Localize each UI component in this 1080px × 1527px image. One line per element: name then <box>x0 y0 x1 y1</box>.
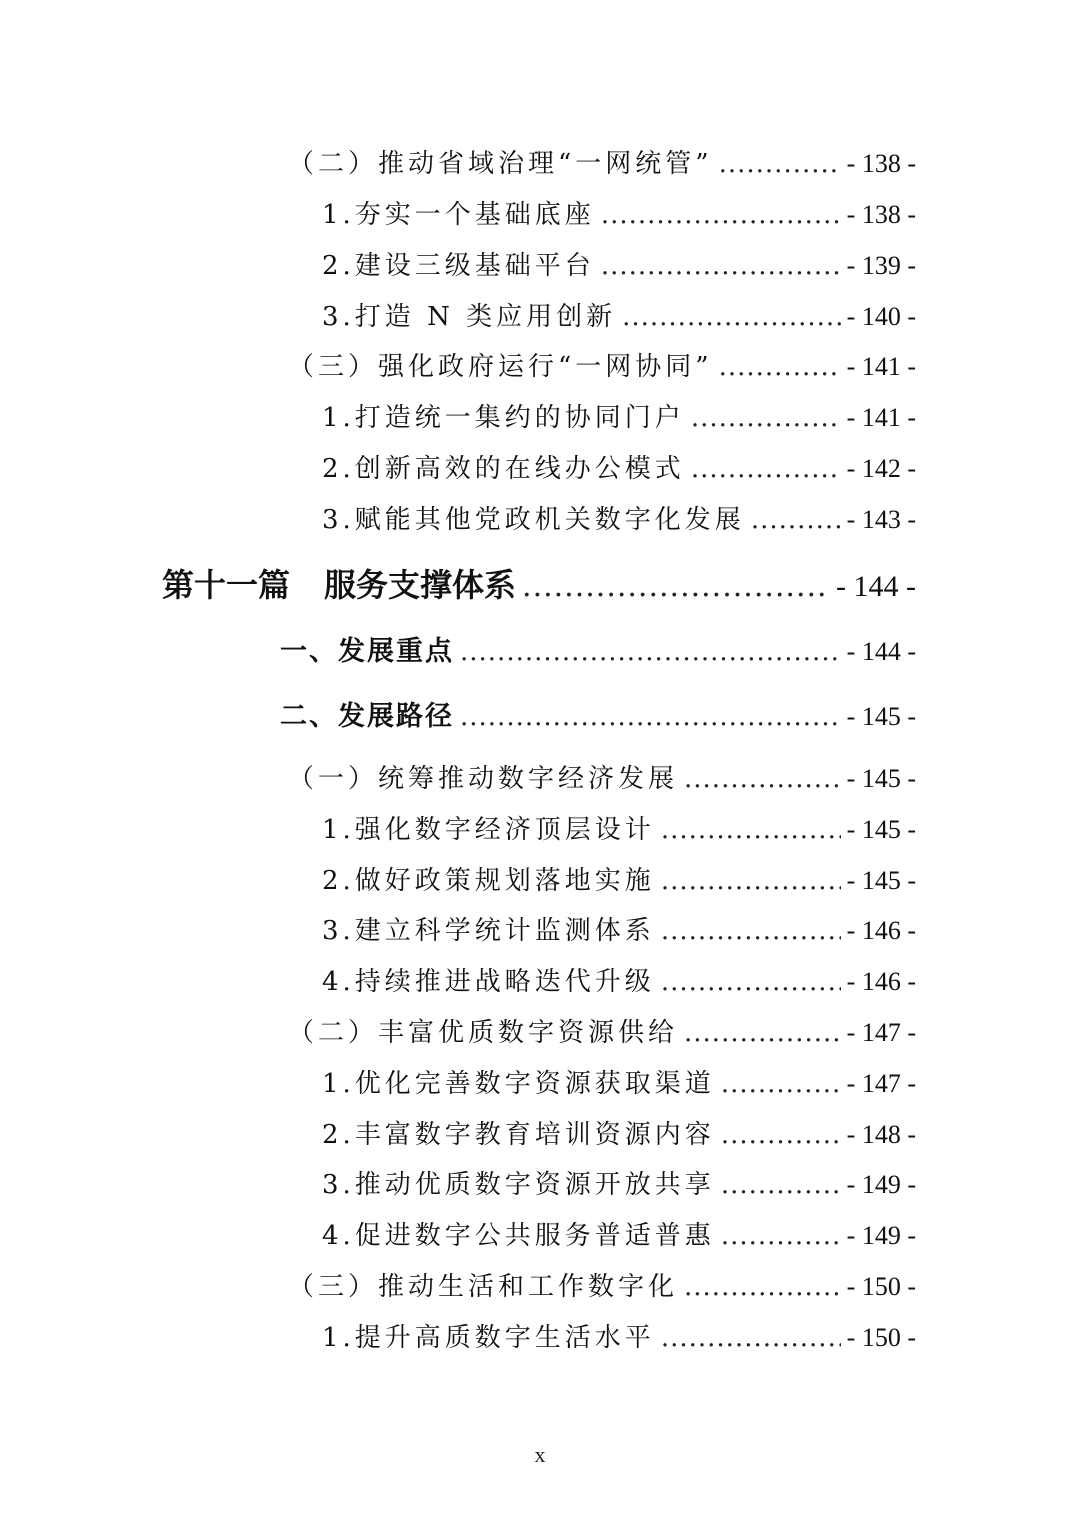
dot-leader <box>661 1323 841 1353</box>
toc-part-title <box>162 560 516 606</box>
toc-entry-page: - 138 - <box>846 200 916 229</box>
toc-entry[interactable] <box>322 397 916 434</box>
toc-entry-title: 3.建立科学统计监测体系 <box>322 916 655 946</box>
toc-entry-page: - 145 - <box>846 815 916 844</box>
toc-entry[interactable] <box>322 809 916 846</box>
dot-leader <box>601 200 841 230</box>
dot-leader <box>661 866 841 896</box>
toc-entry-title: 1.优化完善数字资源获取渠道 <box>322 1069 715 1099</box>
toc-entry-page: - 142 - <box>846 454 916 483</box>
dot-leader <box>721 1120 841 1150</box>
toc-entry-title: 4.持续推进战略迭代升级 <box>322 967 655 997</box>
dot-leader <box>719 149 841 179</box>
toc-entry[interactable] <box>280 629 916 668</box>
toc-entry-page: - 141 - <box>846 403 916 432</box>
toc-entry-title: （二）丰富优质数字资源供给 <box>288 1018 679 1048</box>
toc-entry[interactable] <box>322 499 916 536</box>
toc-entry-page: - 149 - <box>846 1170 916 1199</box>
toc-entry[interactable] <box>280 694 916 733</box>
toc-entry-page: - 146 - <box>846 916 916 945</box>
toc-entry-title: （二）推动省域治理“一网统管” <box>288 149 713 179</box>
toc-entry-page: - 144 - <box>836 570 916 603</box>
dot-leader <box>661 967 841 997</box>
toc-entry-title: 二、发展路径 <box>280 701 454 732</box>
toc-entry-title: 2.建设三级基础平台 <box>322 251 595 281</box>
toc-entry[interactable] <box>322 245 916 282</box>
toc-entry-title: 3.赋能其他党政机关数字化发展 <box>322 505 745 535</box>
toc-entry-title: 1.提升高质数字生活水平 <box>322 1323 655 1353</box>
part-label: 第十一篇 <box>162 566 291 604</box>
toc-entry[interactable] <box>322 296 916 333</box>
toc-entry-page: - 147 - <box>846 1069 916 1098</box>
toc-entry[interactable] <box>322 860 916 897</box>
toc-entry-title: （三）推动生活和工作数字化 <box>288 1272 679 1302</box>
dot-leader <box>460 637 841 667</box>
dot-leader <box>622 302 841 332</box>
toc-entry[interactable] <box>288 143 916 180</box>
toc-entry-title: 2.丰富数字教育培训资源内容 <box>322 1120 715 1150</box>
toc-entry-page: - 143 - <box>846 505 916 534</box>
toc-entry[interactable] <box>322 448 916 485</box>
toc-entry[interactable] <box>322 1164 916 1201</box>
toc-entry-page: - 150 - <box>846 1323 916 1352</box>
toc-entry[interactable] <box>288 1266 916 1303</box>
toc-part-entry[interactable] <box>162 560 916 606</box>
part-name: 服务支撑体系 <box>324 566 517 604</box>
toc-entry-page: - 139 - <box>846 251 916 280</box>
dot-leader <box>661 916 841 946</box>
toc-entry[interactable] <box>288 1012 916 1049</box>
dot-leader <box>661 815 841 845</box>
toc-entry-title: （三）强化政府运行“一网协同” <box>288 352 713 382</box>
dot-leader <box>721 1069 841 1099</box>
toc-entry-page: - 148 - <box>846 1120 916 1149</box>
toc-entry-page: - 141 - <box>846 352 916 381</box>
toc-entry[interactable] <box>322 1317 916 1354</box>
dot-leader <box>721 1170 841 1200</box>
toc-entry-title: 4.促进数字公共服务普适普惠 <box>322 1221 715 1251</box>
toc-entry[interactable] <box>288 758 916 795</box>
dot-leader <box>684 764 841 794</box>
dot-leader <box>684 1272 841 1302</box>
toc-entry-page: - 145 - <box>846 764 916 793</box>
dot-leader <box>751 505 841 535</box>
toc-entry[interactable] <box>322 1063 916 1100</box>
toc-entry-page: - 146 - <box>846 967 916 996</box>
toc-entry[interactable] <box>322 194 916 231</box>
toc-entry[interactable] <box>288 346 916 383</box>
toc-entry-title: 3.打造 N 类应用创新 <box>322 302 617 332</box>
toc-entry-page: - 145 - <box>846 702 916 731</box>
toc-entry-title: 一、发展重点 <box>280 636 454 667</box>
toc-entry-title: 1.强化数字经济顶层设计 <box>322 815 655 845</box>
dot-leader <box>721 1221 841 1251</box>
toc-entry-page: - 138 - <box>846 149 916 178</box>
toc-entry-title: 1.夯实一个基础底座 <box>322 200 595 230</box>
toc-entry-page: - 150 - <box>846 1272 916 1301</box>
dot-leader <box>691 454 841 484</box>
toc-entry[interactable] <box>322 1114 916 1151</box>
toc-entry[interactable] <box>322 910 916 947</box>
dot-leader <box>460 702 841 732</box>
toc-entry-page: - 140 - <box>846 302 916 331</box>
toc-entry-title: 2.创新高效的在线办公模式 <box>322 454 685 484</box>
dot-leader <box>522 569 830 604</box>
toc-entry[interactable] <box>322 961 916 998</box>
toc-entry-title: （一）统筹推动数字经济发展 <box>288 764 679 794</box>
dot-leader <box>719 352 841 382</box>
toc-entry-title: 2.做好政策规划落地实施 <box>322 866 655 896</box>
toc-entry-title: 1.打造统一集约的协同门户 <box>322 403 685 433</box>
dot-leader <box>684 1018 841 1048</box>
toc-entry-page: - 147 - <box>846 1018 916 1047</box>
toc-entry-page: - 149 - <box>846 1221 916 1250</box>
dot-leader <box>601 251 841 281</box>
dot-leader <box>691 403 841 433</box>
page-footer-number: x <box>534 1442 546 1467</box>
toc-entry-title: 3.推动优质数字资源开放共享 <box>322 1170 715 1200</box>
toc-entry-page: - 144 - <box>846 637 916 666</box>
toc-entry-page: - 145 - <box>846 866 916 895</box>
toc-entry[interactable] <box>322 1215 916 1252</box>
